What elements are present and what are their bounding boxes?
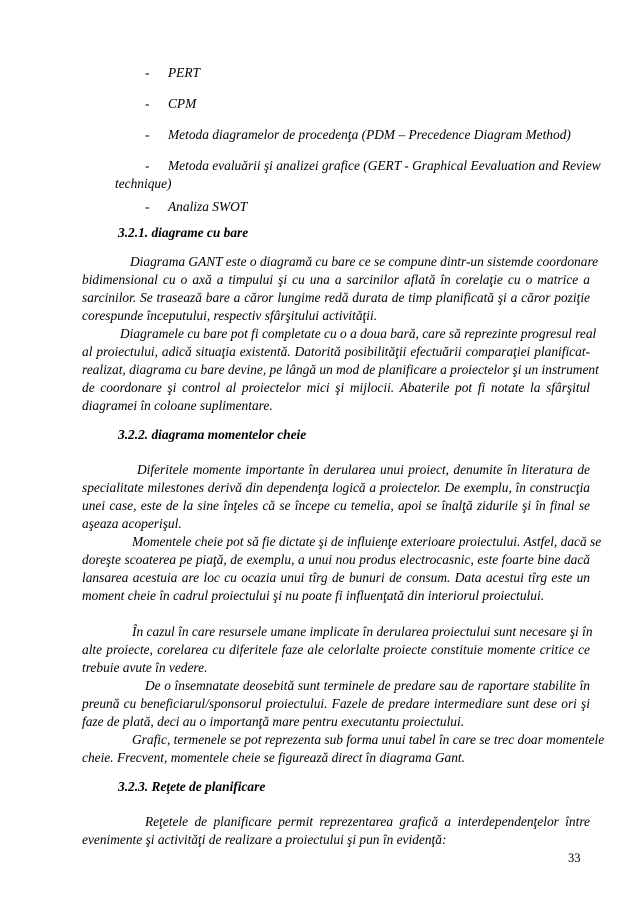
paragraph-line: Grafic, termenele se pot reprezenta sub forma unui tabel în care se trec doar momentele (132, 732, 605, 747)
paragraph-line: diagramei în coloane suplimentare. (82, 398, 273, 413)
paragraph-line: aşeaza acoperişul. (82, 516, 182, 531)
list-item: Metoda evaluării şi analizei grafice (GERT - Graphical Eevaluation and Review (168, 158, 601, 173)
paragraph-line: faze de plată, deci au o importanţă mare pentru executantu proiectului. (82, 714, 465, 729)
page-number: 33 (568, 851, 581, 865)
paragraph-line: preună cu beneficiarul/sponsorul proiectului. Fazele de predare intermediare sunt dese ori şi (82, 696, 590, 711)
list-item: PERT (168, 65, 200, 80)
paragraph-line: cheie. Frecvent, momentele cheie se figurează direct în diagrama Gant. (82, 750, 466, 765)
paragraph-line: Diferitele momente importante în derularea unui proiect, denumite în literatura de (137, 462, 590, 477)
list-item: Analiza SWOT (168, 199, 248, 214)
paragraph-line: De o însemnatate deosebită sunt terminele de predare sau de raportare stabilite în (145, 678, 590, 693)
section-heading-323: 3.2.3. Reţete de planificare (118, 779, 266, 794)
paragraph-line: Diagramele cu bare pot fi completate cu o a doua bară, care să reprezinte progresul real (120, 326, 597, 341)
paragraph-line: unei case, este de la sine înţeles că se începe cu temelia, apoi se înalţă zidurile şi în final se (82, 498, 590, 513)
paragraph-line: specialitate milestones derivă din dependenţa logică a proiectelor. De exemplu, în construcţia (82, 480, 590, 495)
list-dash: - (145, 158, 150, 173)
list-item-continuation: technique) (115, 176, 172, 191)
paragraph-line: Reţetele de planificare permit reprezentarea grafică a interdependenţelor între (145, 814, 590, 829)
paragraph-line: al proiectului, adică situaţia existentă. Datorită posibilităţii efectuării comparaţiei planificat- (82, 344, 590, 359)
paragraph-line: bidimensional cu o axă a timpului şi cu una a sarcinilor aflată în corelaţie cu o matrice a (82, 272, 590, 287)
list-dash: - (145, 127, 150, 142)
section-heading-321: 3.2.1. diagrame cu bare (118, 225, 249, 240)
list-dash: - (145, 65, 150, 80)
list-dash: - (145, 199, 150, 214)
paragraph-line: Momentele cheie pot să fie dictate şi de influienţe exterioare proiectului. Astfel, dacă se (132, 534, 602, 549)
paragraph-line: sarcinilor. Se trasează bare a căror lungime redă durata de timp planificată şi a căror poziţie (82, 290, 590, 305)
paragraph-line: doreşte scoaterea pe piaţă, de exemplu, a unui nou produs electrocasnic, este foarte bine dacă (82, 552, 590, 567)
section-heading-322: 3.2.2. diagrama momentelor cheie (118, 427, 307, 442)
paragraph-line: corespunde începutului, respectiv sfârşitului activităţii. (82, 308, 378, 323)
paragraph-line: moment cheie în cadrul proiectului şi nu poate fi influenţată din interiorul proiectului. (82, 588, 545, 603)
paragraph-line: În cazul în care resursele umane implicate în derularea proiectului sunt necesare şi în (132, 624, 593, 639)
paragraph-line: evenimente şi activităţi de realizare a proiectului şi pun în evidenţă: (82, 832, 447, 847)
list-item: CPM (168, 96, 197, 111)
paragraph-line: de coordonare şi control al proiectelor mici şi mijlocii. Abaterile pot fi notate la sfârşitul (82, 380, 590, 395)
paragraph-line: Diagrama GANT este o diagramă cu bare ce se compune dintr-un sistemde coordonare (130, 254, 599, 269)
paragraph-line: alte proiecte, corelarea cu diferitele faze ale celorlalte proiecte constituie momente critice ce (82, 642, 590, 657)
paragraph-line: trebuie avute în vedere. (82, 660, 208, 675)
list-item: Metoda diagramelor de procedenţa (PDM – Precedence Diagram Method) (168, 127, 571, 142)
paragraph-line: lansarea acestuia are loc cu ocazia unui tîrg de bunuri de consum. Data acestui tîrg este un (82, 570, 590, 585)
list-dash: - (145, 96, 150, 111)
paragraph-line: realizat, diagrama cu bare devine, pe lângă un mod de planificare a proiectelor şi un instrument (82, 362, 599, 377)
